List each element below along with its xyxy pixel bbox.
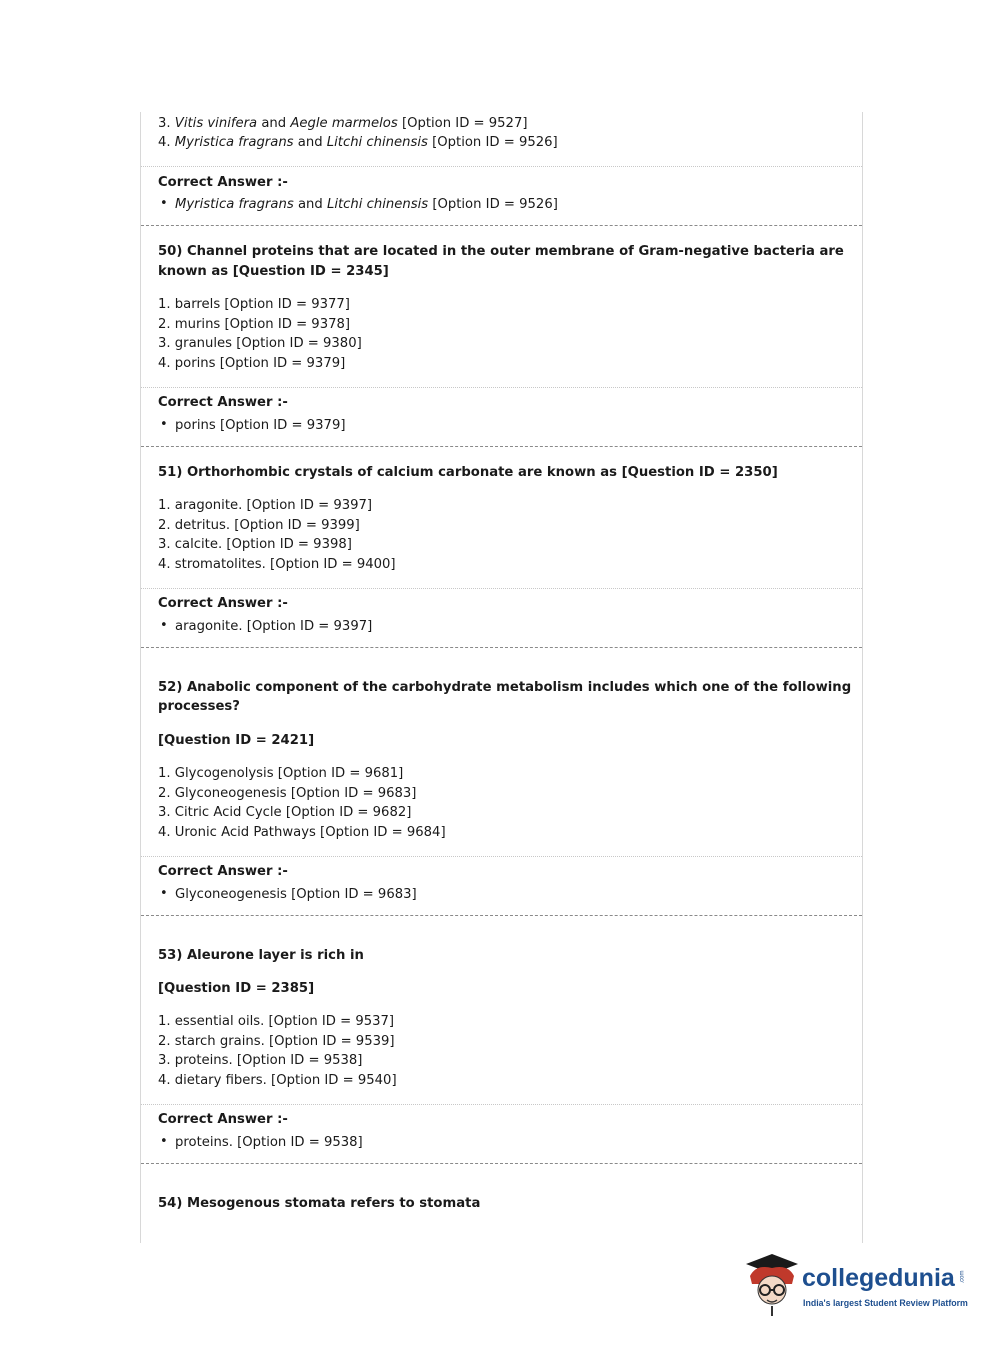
q53-question-id: [Question ID = 2385] bbox=[158, 981, 315, 996]
q53-option-4: 4. dietary fibers. [Option ID = 9540] bbox=[158, 1073, 397, 1088]
q53-option-2: 2. starch grains. [Option ID = 9539] bbox=[158, 1034, 395, 1049]
divider bbox=[141, 387, 862, 388]
logo-tagline: India's largest Student Review Platform bbox=[803, 1298, 968, 1308]
logo-wordmark: collegedunia bbox=[802, 1264, 955, 1292]
q52-correct-answer-label: Correct Answer :- bbox=[158, 864, 288, 879]
q50-correct-answer-label: Correct Answer :- bbox=[158, 395, 288, 410]
q51-correct-answer-label: Correct Answer :- bbox=[158, 596, 288, 611]
q52-correct-answer: Glyconeogenesis [Option ID = 9683] bbox=[175, 887, 417, 902]
q50-option-3: 3. granules [Option ID = 9380] bbox=[158, 336, 362, 351]
logo-com-suffix: .com bbox=[959, 1270, 966, 1284]
bullet-icon: • bbox=[160, 886, 168, 901]
q53-option-1: 1. essential oils. [Option ID = 9537] bbox=[158, 1014, 395, 1029]
q49-correct-answer-label: Correct Answer :- bbox=[158, 175, 288, 190]
bullet-icon: • bbox=[160, 618, 168, 633]
q51-option-1: 1. aragonite. [Option ID = 9397] bbox=[158, 498, 373, 513]
bullet-icon: • bbox=[160, 196, 168, 211]
q50-option-2: 2. murins [Option ID = 9378] bbox=[158, 317, 351, 332]
collegedunia-logo bbox=[742, 1250, 972, 1320]
q53-correct-answer: proteins. [Option ID = 9538] bbox=[175, 1135, 363, 1150]
question-separator bbox=[141, 1163, 862, 1164]
q50-correct-answer: porins [Option ID = 9379] bbox=[175, 418, 346, 433]
q54-question-line-1: 54) Mesogenous stomata refers to stomata bbox=[158, 1196, 481, 1211]
q52-option-3: 3. Citric Acid Cycle [Option ID = 9682] bbox=[158, 805, 412, 820]
question-separator bbox=[141, 647, 862, 648]
q53-option-3: 3. proteins. [Option ID = 9538] bbox=[158, 1053, 363, 1068]
question-paper-frame bbox=[140, 112, 863, 1243]
divider bbox=[141, 166, 862, 167]
q51-option-3: 3. calcite. [Option ID = 9398] bbox=[158, 537, 352, 552]
q50-option-1: 1. barrels [Option ID = 9377] bbox=[158, 297, 350, 312]
divider bbox=[141, 1104, 862, 1105]
q52-question-line-1: 52) Anabolic component of the carbohydrate metabolism includes which one of the following bbox=[158, 680, 852, 695]
q53-correct-answer-label: Correct Answer :- bbox=[158, 1112, 288, 1127]
q51-option-2: 2. detritus. [Option ID = 9399] bbox=[158, 518, 360, 533]
mascot-icon bbox=[742, 1250, 800, 1316]
divider bbox=[141, 588, 862, 589]
q52-option-2: 2. Glyconeogenesis [Option ID = 9683] bbox=[158, 786, 417, 801]
q50-question-line-2: known as [Question ID = 2345] bbox=[158, 264, 389, 279]
q51-question-line-1: 51) Orthorhombic crystals of calcium carbonate are known as [Question ID = 2350] bbox=[158, 465, 778, 480]
q49-option-4: 4. Myristica fragrans and Litchi chinensis [Option ID = 9526] bbox=[158, 135, 558, 150]
q53-question-line-1: 53) Aleurone layer is rich in bbox=[158, 948, 364, 963]
question-separator bbox=[141, 446, 862, 447]
question-separator bbox=[141, 915, 862, 916]
bullet-icon: • bbox=[160, 417, 168, 432]
q52-option-4: 4. Uronic Acid Pathways [Option ID = 9684] bbox=[158, 825, 446, 840]
bullet-icon: • bbox=[160, 1134, 168, 1149]
q49-option-3: 3. Vitis vinifera and Aegle marmelos [Option ID = 9527] bbox=[158, 116, 528, 131]
q51-correct-answer: aragonite. [Option ID = 9397] bbox=[175, 619, 373, 634]
q49-correct-answer: Myristica fragrans and Litchi chinensis [Option ID = 9526] bbox=[175, 197, 558, 212]
q50-question-line-1: 50) Channel proteins that are located in the outer membrane of Gram-negative bacteria are bbox=[158, 244, 844, 259]
divider bbox=[141, 856, 862, 857]
q52-question-line-2: processes? bbox=[158, 699, 240, 714]
q51-option-4: 4. stromatolites. [Option ID = 9400] bbox=[158, 557, 396, 572]
question-separator bbox=[141, 225, 862, 226]
q52-question-id: [Question ID = 2421] bbox=[158, 733, 315, 748]
q50-option-4: 4. porins [Option ID = 9379] bbox=[158, 356, 346, 371]
q52-option-1: 1. Glycogenolysis [Option ID = 9681] bbox=[158, 766, 404, 781]
